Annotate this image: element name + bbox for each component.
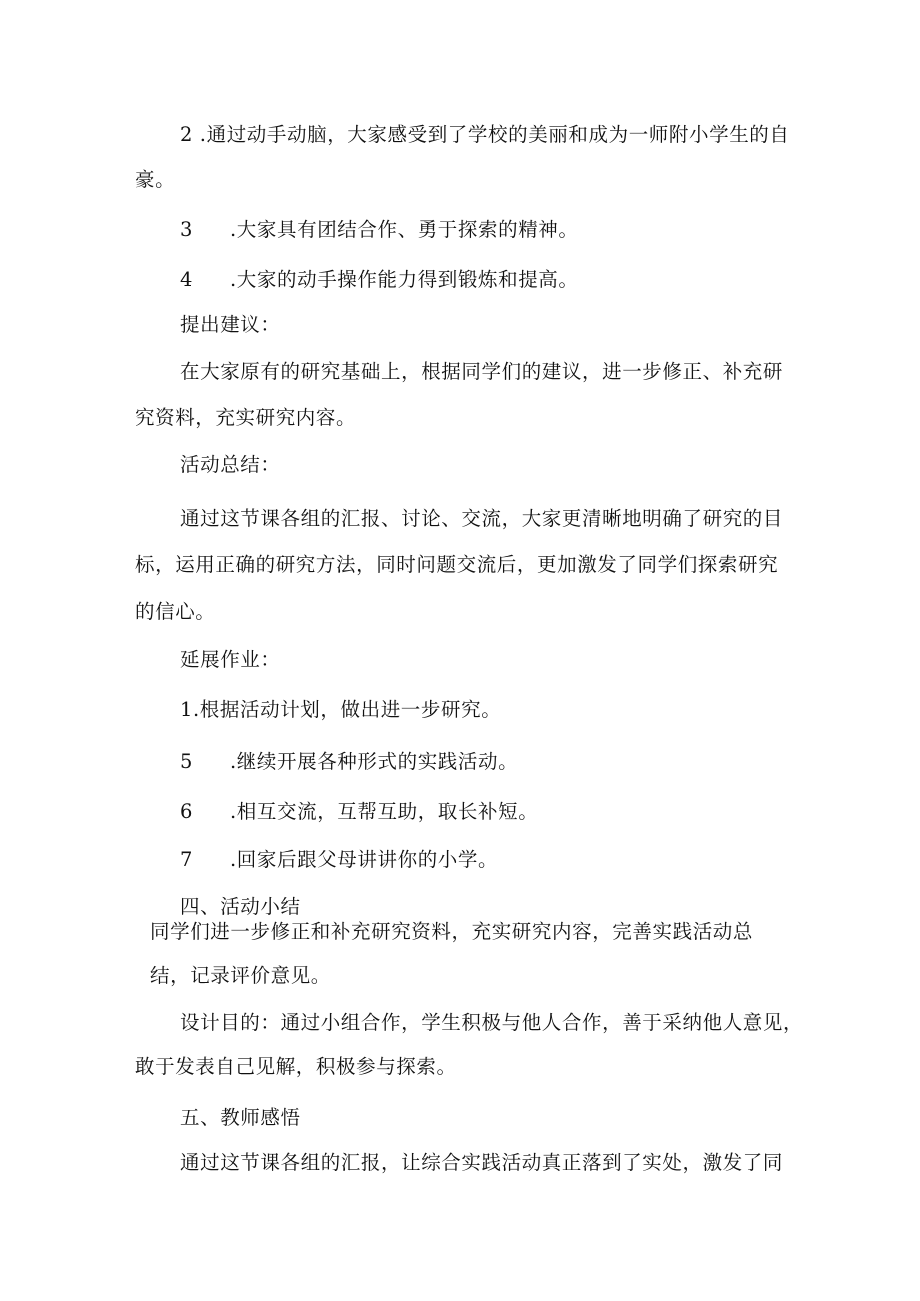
text-line: 结，记录评价意见。 <box>150 964 331 987</box>
text-line: 的信心。 <box>135 600 216 623</box>
list-number: 7 <box>180 848 193 871</box>
list-number: 6 <box>180 800 193 823</box>
text-line: .大家的动手操作能力得到锻炼和提高。 <box>230 268 579 291</box>
text-line: 通过这节课各组的汇报、讨论、交流，大家更清晰地明确了研究的目 <box>180 507 784 530</box>
text-line: 标，运用正确的研究方法，同时问题交流后，更加激发了同学们探索研究 <box>135 553 779 576</box>
text-line: .相互交流，互帮互助，取长补短。 <box>230 800 539 823</box>
text-line: 豪。 <box>135 168 176 191</box>
text-line: 通过这节课各组的汇报，让综合实践活动真正落到了实处，激发了同 <box>180 1151 784 1174</box>
section-heading: 活动总结： <box>180 453 281 476</box>
text-line: 在大家原有的研究基础上，根据同学们的建议，进一步修正、补充研 <box>180 360 784 383</box>
text-line: 2 .通过动手动脑，大家感受到了学校的美丽和成为一师附小学生的自 <box>180 123 790 146</box>
text-line: 究资料，充实研究内容。 <box>135 406 357 429</box>
text-line: 敢于发表自己见解，积极参与探索。 <box>135 1055 457 1078</box>
section-heading: 四、活动小结 <box>180 895 301 918</box>
section-heading: 五、教师感悟 <box>180 1106 301 1129</box>
text-line: 设计目的：通过小组合作，学生积极与他人合作，善于采纳他人意见， <box>180 1011 804 1034</box>
text-line: 1.根据活动计划，做出进一步研究。 <box>180 698 502 721</box>
list-number: 5 <box>180 750 193 773</box>
list-number: 3 <box>180 218 193 241</box>
section-heading: 提出建议： <box>180 313 281 336</box>
section-heading: 延展作业： <box>180 648 281 671</box>
text-line: .继续开展各种形式的实践活动。 <box>230 750 519 773</box>
text-line: 同学们进一步修正和补充研究资料，充实研究内容，完善实践活动总 <box>150 920 754 943</box>
list-number: 4 <box>180 268 193 291</box>
text-line: .回家后跟父母讲讲你的小学。 <box>230 848 499 871</box>
text-line: .大家具有团结合作、勇于探索的精神。 <box>230 218 579 241</box>
